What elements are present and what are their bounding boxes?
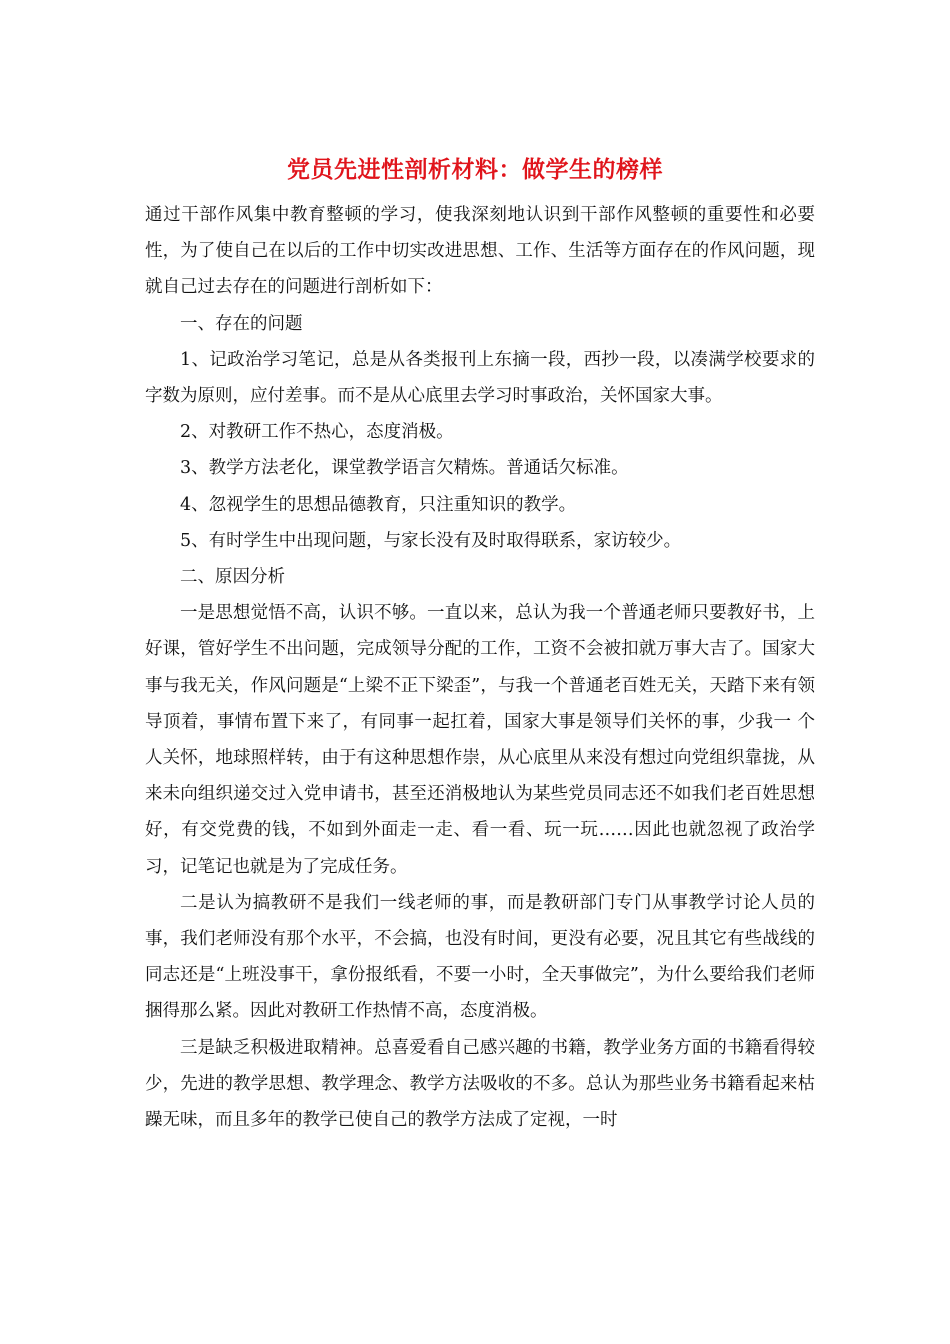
- body-paragraph: 二、原因分析: [180, 567, 285, 588]
- body-paragraph: 3、教学方法老化，课堂教学语言欠精炼。普通话欠标准。: [180, 458, 629, 479]
- document-body: [145, 197, 815, 1138]
- document-title: 党员先进性剖析材料：做学生的榜样: [287, 156, 663, 183]
- body-paragraph: 1、记政治学习笔记，总是从各类报刊上东摘一段，西抄一段，以凑满学校要求的字数为原则，应付差事。而不是从心底里去学习时事政治，关怀国家大事。: [145, 349, 815, 407]
- body-paragraph: 二是认为搞教研不是我们一线老师的事，而是教研部门专门从事教学讨论人员的事，我们老师没有那个水平，不会搞，也没有时间，更没有必要，况且其它有些战线的同志还是“上班没事干，拿份报纸看，不要一小时，全天事做完”，为什么要给我们老师捆得那么紧。因此对教研工作热情不高，态度消极。: [145, 892, 815, 1022]
- body-paragraph: 4、忽视学生的思想品德教育，只注重知识的教学。: [180, 494, 577, 515]
- body-paragraph: 通过干部作风集中教育整顿的学习，使我深刻地认识到干部作风整顿的重要性和必要性，为了使自己在以后的工作中切实改进思想、工作、生活等方面存在的作风问题，现就自己过去存在的问题进行剖析如下：: [145, 205, 815, 298]
- body-paragraph: 5、有时学生中出现问题，与家长没有及时取得联系，家访较少。: [180, 530, 682, 551]
- body-paragraph: 一是思想觉悟不高，认识不够。一直以来，总认为我一个普通老师只要教好书，上好课，管好学生不出问题，完成领导分配的工作，工资不会被扣就万事大吉了。国家大事与我无关，作风问题是“上梁不正下梁歪”，与我一个普通老百姓无关，天踏下来有领导顶着，事情布置下来了，有同事一起扛着，国家大事是领导们关怀的事，少我一 个人关怀，地球照样转，由于有这种思想作崇，从心底里从来没有想过向党组织靠拢，从来未向组织递交过入党申请书，甚至还消极地认为某些党员同志还不如我们老百姓思想好，有交党费的钱，不如到外面走一走、看一看、玩一玩……因此也就忽视了政治学习，记笔记也就是为了完成任务。: [145, 603, 815, 877]
- body-paragraph: 三是缺乏积极进取精神。总喜爱看自己感兴趣的书籍，教学业务方面的书籍看得较少，先进的教学思想、教学理念、教学方法吸收的不多。总认为那些业务书籍看起来枯躁无味，而且多年的教学已使自己的教学方法成了定视，一时: [145, 1037, 815, 1131]
- body-paragraph: 一、存在的问题: [180, 313, 303, 334]
- body-paragraph: 2、对教研工作不热心，态度消极。: [180, 422, 454, 443]
